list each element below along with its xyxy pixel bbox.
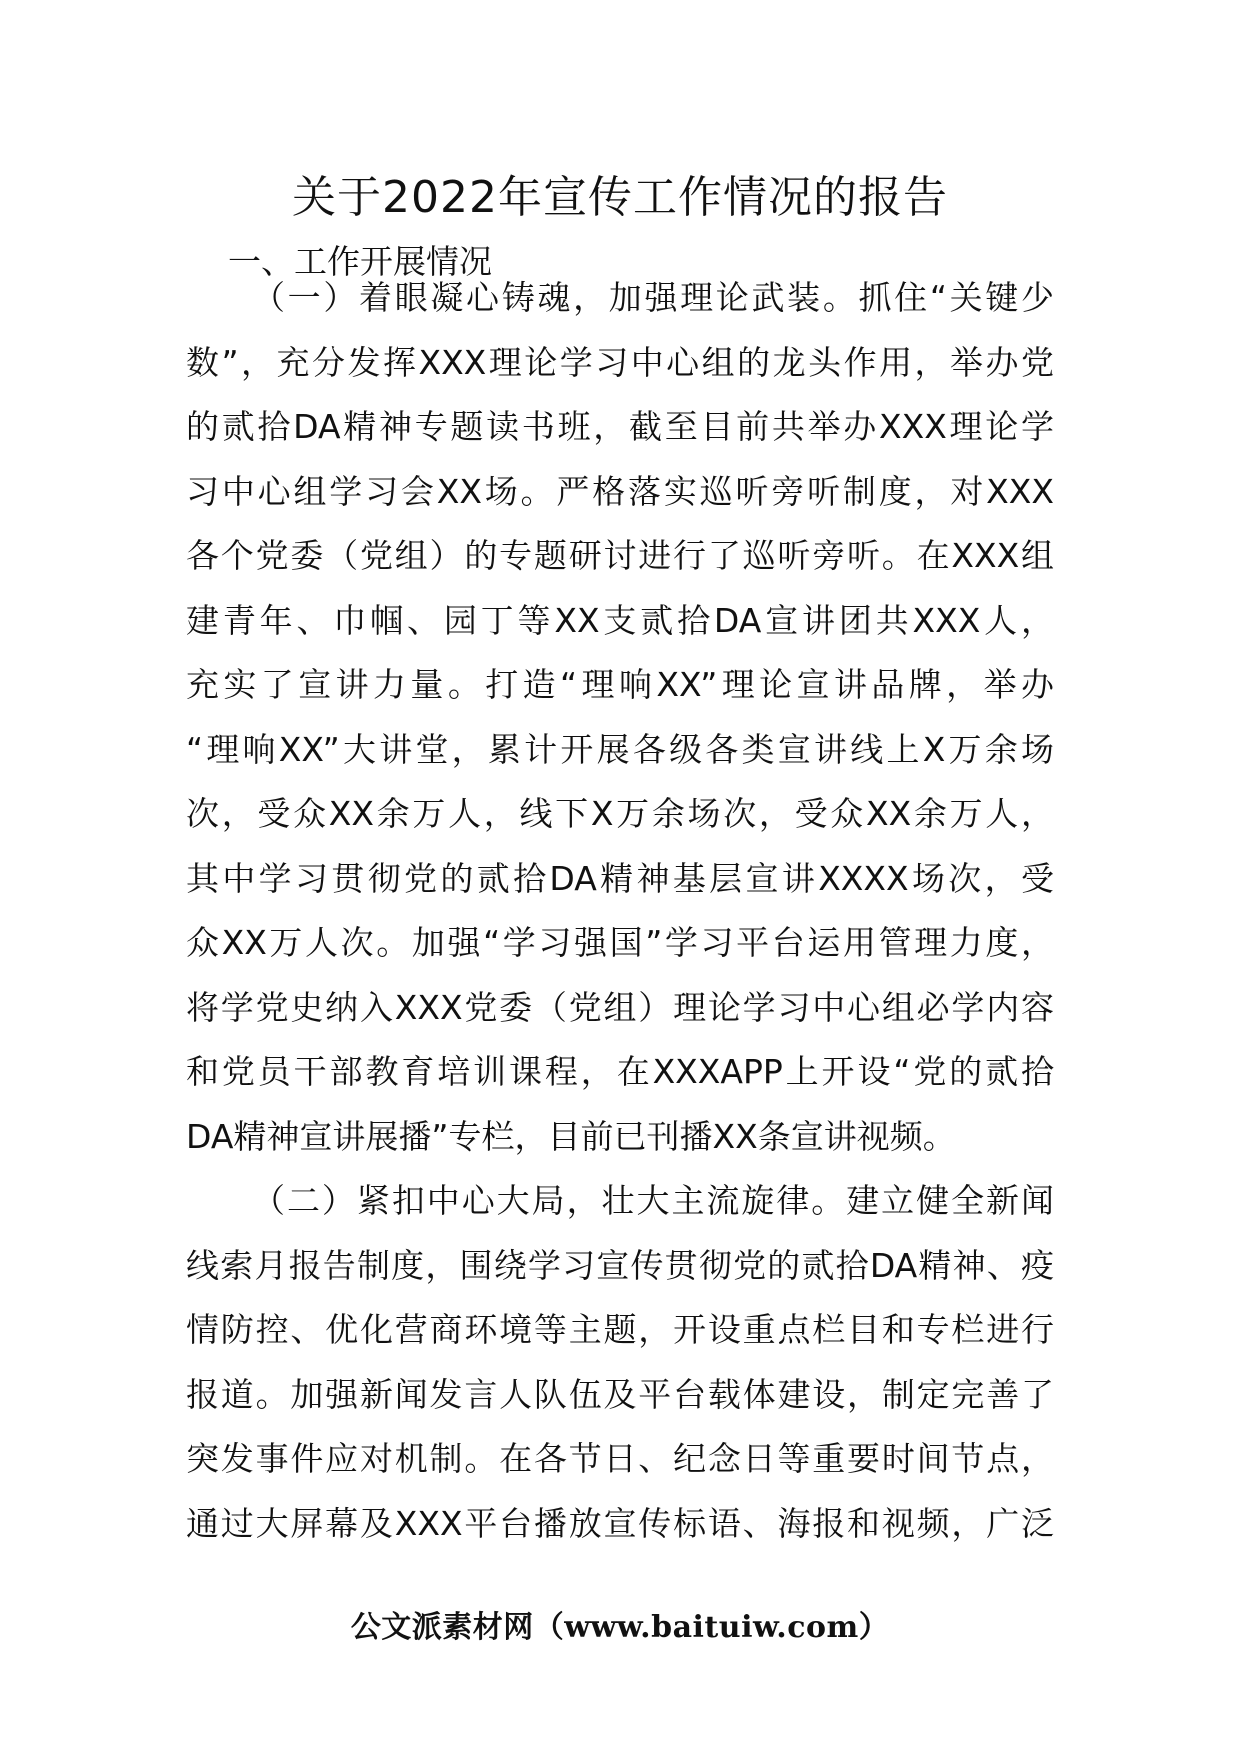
paragraph-line: 数”，充分发挥XXX理论学习中心组的龙头作用，举办党 (186, 342, 1054, 382)
paragraph-line: “理响XX”大讲堂，累计开展各级各类宣讲线上X万余场 (186, 729, 1054, 769)
document-title: 关于2022年宣传工作情况的报告 (292, 172, 948, 223)
paragraph-line: 建青年、巾帼、园丁等XX支贰拾DA宣讲团共XXX人， (186, 600, 1054, 640)
section-heading: 一、工作开展情况 (228, 242, 492, 281)
paragraph-line: （二）紧扣中心大局，壮大主流旋律。建立健全新闻 (252, 1181, 1054, 1220)
paragraph-line: 的贰拾DA精神专题读书班，截至目前共举办XXX理论学 (186, 407, 1054, 446)
paragraph-line: 习中心组学习会XX场。严格落实巡听旁听制度，对XXX (186, 471, 1054, 511)
footer-watermark: 公文派素材网（www.baituiw.com） (350, 1610, 890, 1645)
paragraph-line: 众XX万人次。加强“学习强国”学习平台运用管理力度， (186, 923, 1054, 962)
paragraph-line: 突发事件应对机制。在各节日、纪念日等重要时间节点， (186, 1439, 1054, 1478)
paragraph-line: 报道。加强新闻发言人队伍及平台载体建设，制定完善了 (186, 1374, 1054, 1414)
paragraph-line: 其中学习贯彻党的贰拾DA精神基层宣讲XXXX场次，受 (186, 858, 1054, 898)
paragraph-1 (186, 266, 1054, 1169)
paragraph-line: 通过大屏幕及XXX平台播放宣传标语、海报和视频，广泛 (186, 1503, 1054, 1543)
paragraph-line: 线索月报告制度，围绕学习宣传贯彻党的贰拾DA精神、疫 (186, 1245, 1054, 1285)
paragraph-line: 和党员干部教育培训课程，在XXXAPP上开设“党的贰拾 (186, 1052, 1054, 1091)
paragraph-line: 将学党史纳入XXX党委（党组）理论学习中心组必学内容 (186, 987, 1054, 1027)
paragraph-2 (186, 1169, 1054, 1556)
paragraph-line: 各个党委（党组）的专题研讨进行了巡听旁听。在XXX组 (186, 536, 1054, 575)
paragraph-line: 充实了宣讲力量。打造“理响XX”理论宣讲品牌，举办 (186, 665, 1054, 704)
paragraph-line: （一）着眼凝心铸魂，加强理论武装。抓住“关键少 (252, 278, 1054, 317)
paragraph-line: DA精神宣讲展播”专栏，目前已刊播XX条宣讲视频。 (186, 1116, 956, 1156)
paragraph-line: 次，受众XX余万人，线下X万余场次，受众XX余万人， (186, 794, 1054, 833)
paragraph-line: 情防控、优化营商环境等主题，开设重点栏目和专栏进行 (186, 1310, 1054, 1349)
